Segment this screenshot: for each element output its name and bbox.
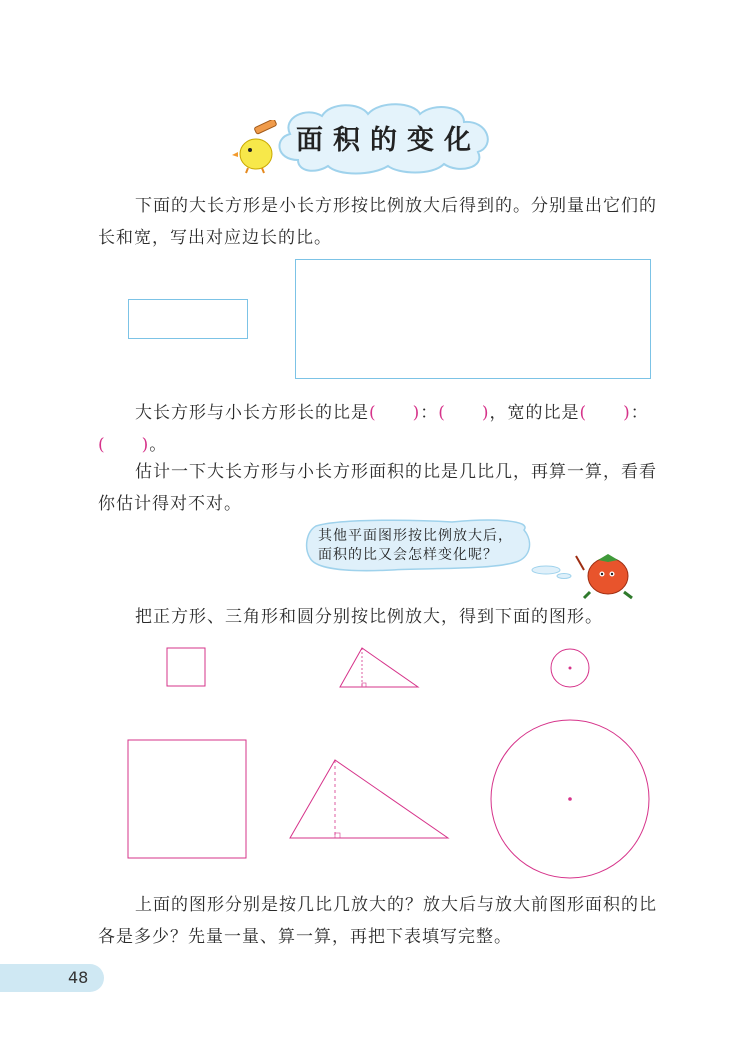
ratio-end: 。 [149, 435, 168, 455]
chick-mascot-icon [228, 120, 284, 174]
small-circle [551, 649, 589, 687]
small-triangle [340, 648, 418, 687]
length-blank-1[interactable]: ( ) [369, 403, 421, 423]
page-title: 面积的变化 [296, 125, 481, 156]
bubble-line-2: 面积的比又会怎样变化呢？ [318, 547, 498, 563]
small-square [167, 648, 205, 686]
length-blank-2[interactable]: ( ) [438, 403, 490, 423]
width-blank-1[interactable]: ( ) [579, 403, 631, 423]
bubble-line-1: 其他平面图形按比例放大后， [318, 528, 513, 544]
small-rectangle [128, 299, 248, 339]
ratio-question [98, 397, 658, 461]
large-rectangle [295, 259, 651, 379]
ratio-text-length: 大长方形与小长方形长的比是 [135, 403, 369, 423]
large-circle [491, 720, 649, 878]
estimate-paragraph: 估计一下大长方形与小长方形面积的比是几比几，再算一算，看看你估计得对不对。 [98, 462, 657, 514]
tomato-mascot-icon [572, 548, 642, 600]
shapes-intro: 把正方形、三角形和圆分别按比例放大，得到下面的图形。 [135, 607, 603, 627]
page-number: 48 [68, 968, 89, 987]
final-question: 上面的图形分别是按几比几放大的？放大后与放大前图形面积的比各是多少？先量一量、算一算，再把下表填写完整。 [98, 895, 657, 947]
large-square [128, 740, 246, 858]
width-blank-2[interactable]: ( ) [98, 435, 150, 455]
bubble-text [318, 527, 513, 565]
ratio-text-width: ，宽的比是 [489, 403, 580, 423]
shapes-figure [120, 640, 660, 890]
intro-paragraph: 下面的大长方形是小长方形按比例放大后得到的。分别量出它们的长和宽，写出对应边长的比。 [98, 196, 657, 248]
length-colon: ： [420, 403, 439, 423]
large-triangle [290, 760, 448, 838]
page-number-tab [0, 964, 104, 992]
width-colon: ： [630, 403, 649, 423]
